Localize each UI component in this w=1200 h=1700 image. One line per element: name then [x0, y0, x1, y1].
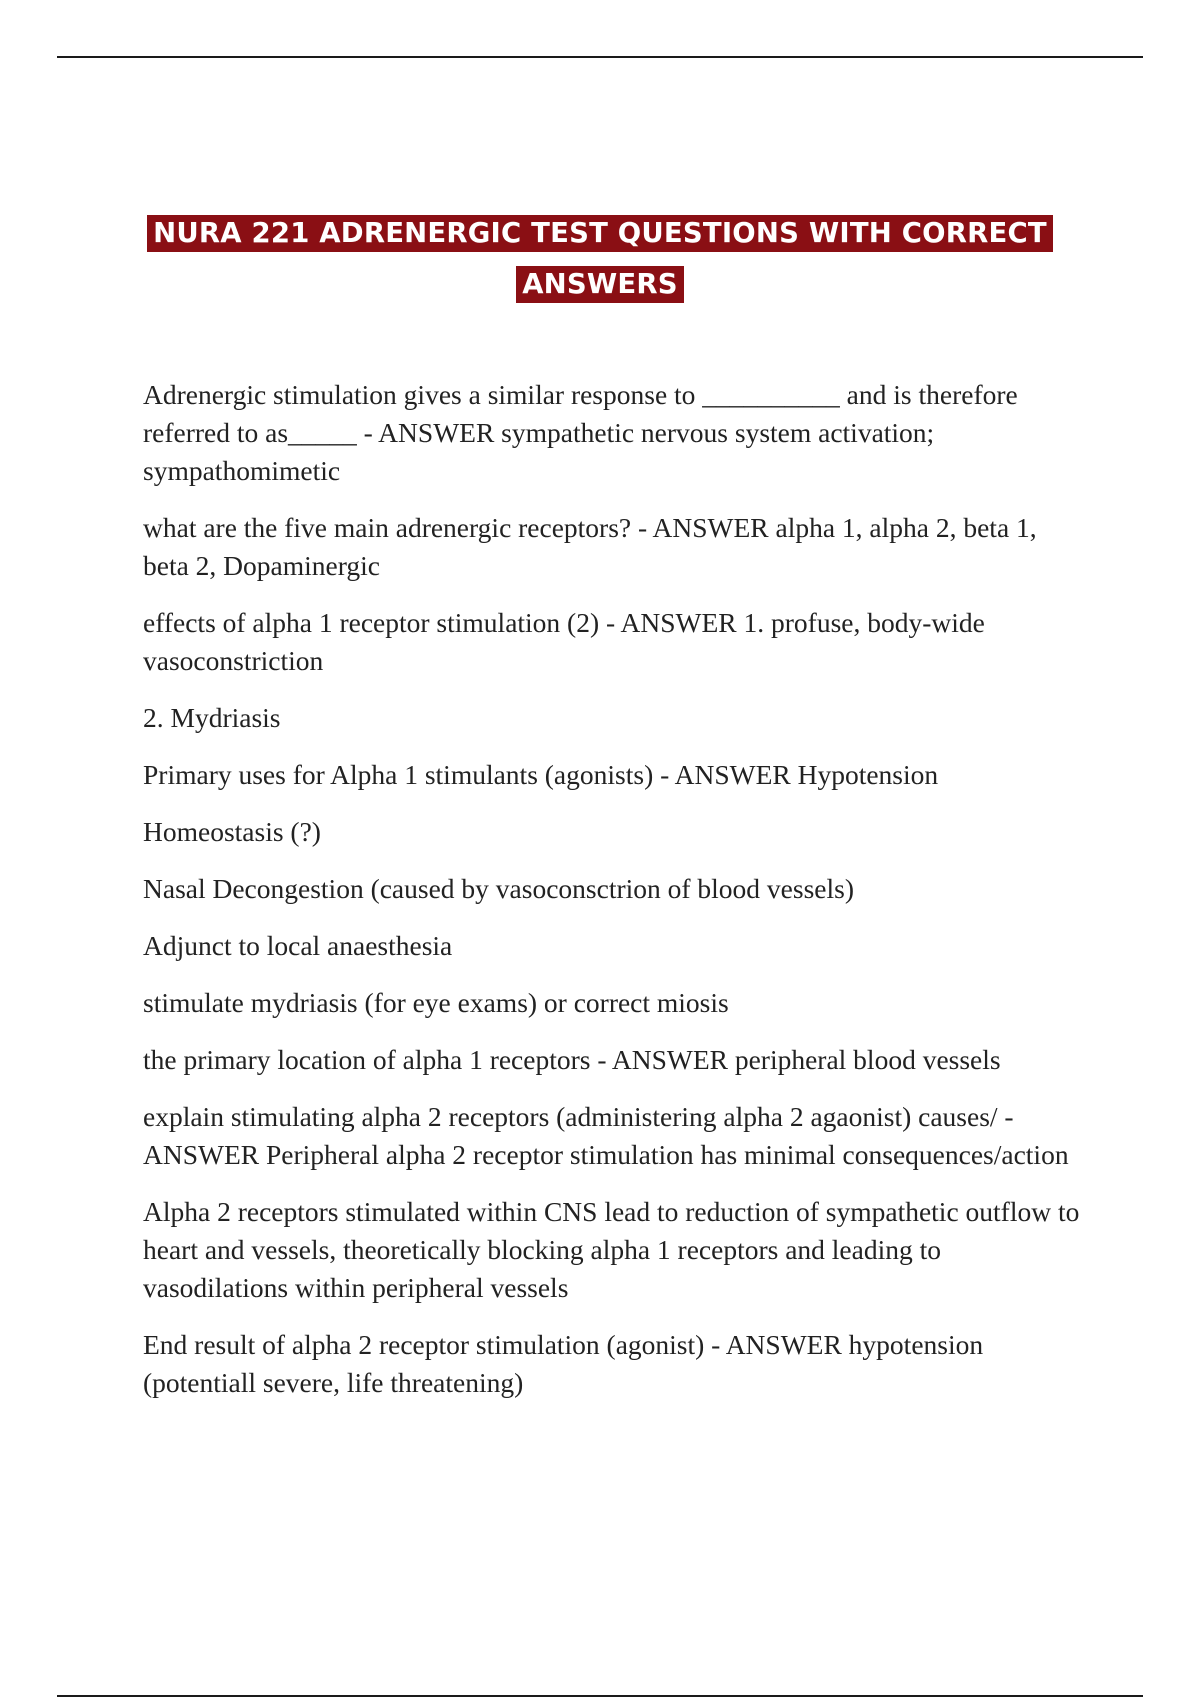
paragraph: Alpha 2 receptors stimulated within CNS lead to reduction of sympathetic outflow to heart and vessels, theoretically blocking alpha 1 receptors and leading to vasodilations within peripheral vessels — [143, 1196, 1080, 1303]
paragraph: Homeostasis (?) — [143, 816, 321, 847]
paragraph: effects of alpha 1 receptor stimulation (2) - ANSWER 1. profuse, body-wide vasoconstriction — [143, 607, 985, 676]
paragraph: the primary location of alpha 1 receptors - ANSWER peripheral blood vessels — [143, 1044, 1001, 1075]
paragraph: Primary uses for Alpha 1 stimulants (agonists) - ANSWER Hypotension — [143, 759, 939, 790]
header-rule — [57, 56, 1143, 58]
paragraph: explain stimulating alpha 2 receptors (administering alpha 2 agaonist) causes/ - ANSWER Peripheral alpha 2 receptor stimulation has minimal consequences/action — [143, 1101, 1069, 1170]
paragraph: Adrenergic stimulation gives a similar response to __________ and is therefore referred to as_____ - ANSWER sympathetic nervous system activation; sympathomimetic — [143, 379, 1018, 486]
document-title — [0, 210, 1200, 312]
paragraph: Nasal Decongestion (caused by vasoconsctrion of blood vessels) — [143, 873, 854, 904]
paragraph: 2. Mydriasis — [143, 702, 281, 733]
document-title-line-2: ANSWERS — [516, 266, 684, 303]
paragraph: Adjunct to local anaesthesia — [143, 930, 453, 961]
document-title-line-1: NURA 221 ADRENERGIC TEST QUESTIONS WITH CORRECT — [147, 215, 1053, 252]
paragraph: End result of alpha 2 receptor stimulation (agonist) - ANSWER hypotension (potentiall severe, life threatening) — [143, 1329, 984, 1398]
footer-rule — [57, 1695, 1143, 1697]
document-body — [143, 376, 1083, 1421]
paragraph: stimulate mydriasis (for eye exams) or correct miosis — [143, 987, 729, 1018]
paragraph: what are the five main adrenergic receptors? - ANSWER alpha 1, alpha 2, beta 1, beta 2, Dopaminergic — [143, 512, 1037, 581]
